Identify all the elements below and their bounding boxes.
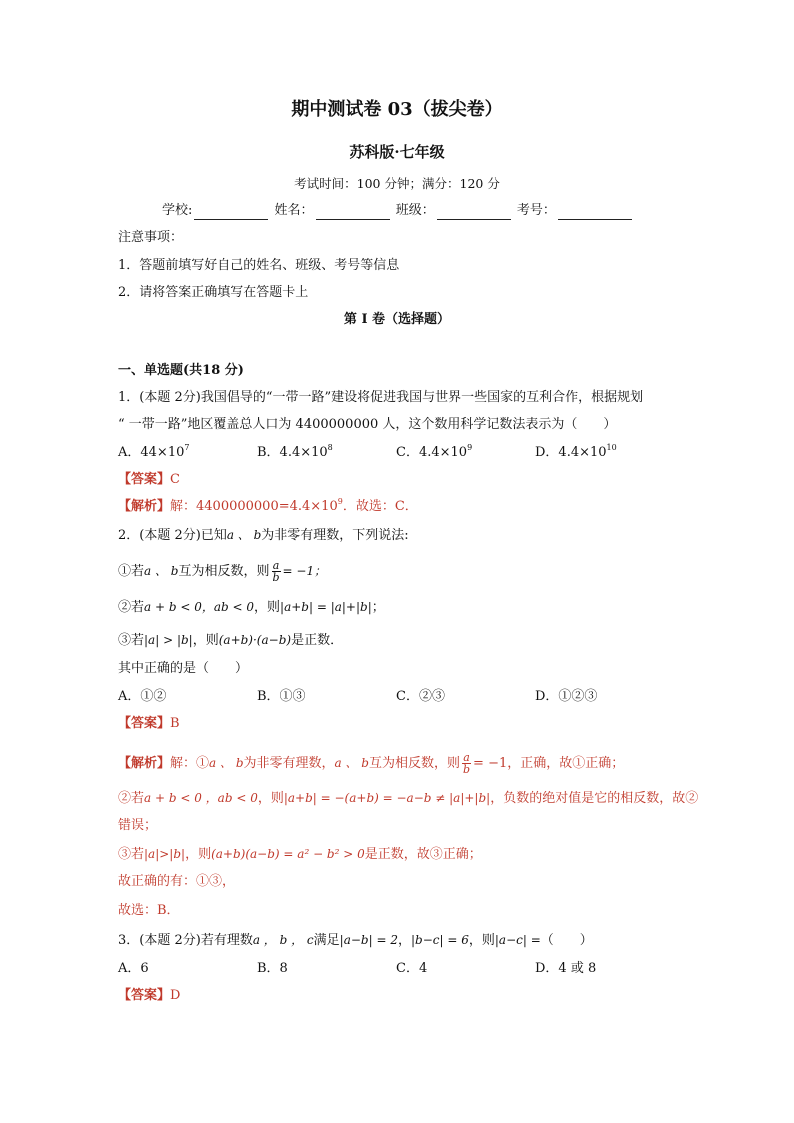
q2-statement-1: ①若a 、 b互为相反数，则 $\frac{a}{b}$ = −1； (118, 559, 327, 584)
q1-option-c[interactable]: C．$4.4\times 10^9$ (396, 443, 473, 460)
note-item: 2．请将答案正确填写在答题卡上 (118, 285, 309, 300)
q3-option-b[interactable]: B．8 (257, 961, 288, 976)
q2-option-c[interactable]: C．②③ (396, 689, 445, 704)
school-label: 学校: (162, 203, 193, 218)
name-label: 姓名： (274, 203, 314, 218)
q3-answer: 【答案】D (118, 988, 181, 1003)
number-field[interactable] (558, 206, 632, 220)
q1-stem-line2: “ 一带一路”地区覆盖总人口为 4400000000 人，这个数用科学记数法表示为（ ） (118, 417, 617, 432)
class-label: 班级： (395, 203, 435, 218)
page-title: 期中测试卷 03（拔尖卷） (291, 99, 503, 120)
section-title: 一、单选题(共18 分) (118, 363, 244, 378)
q2-analysis-3: ③若|a|>|b|，则(a+b)(a−b) = a² − b² > 0是正数，故③正确； (118, 847, 482, 862)
note-item: 1．答题前填写好自己的姓名、班级、考号等信息 (118, 258, 400, 273)
number-label: 考号： (516, 203, 556, 218)
q2-question: 其中正确的是（ ） (118, 661, 249, 676)
notes-heading: 注意事项： (118, 230, 184, 245)
q1-option-a[interactable]: A．$44\times 10^7$ (118, 443, 190, 460)
school-field[interactable] (194, 206, 268, 220)
exam-info: 考试时间：100 分钟；满分：120 分 (294, 176, 500, 191)
q3-stem: 3．(本题 2分)若有理数a ， b ， c满足|a−b| = 2，|b−c| = 6，则|a−c| =（ ） (118, 933, 593, 948)
student-info-fields (162, 202, 634, 220)
q3-option-c[interactable]: C．4 (396, 961, 428, 976)
q1-stem-line1: 1．(本题 2分)我国倡导的“一带一路”建设将促进我国与世界一些国家的互利合作，根据规划 (118, 390, 644, 405)
name-field[interactable] (316, 206, 390, 220)
q2-analysis-2-cont: 错误； (118, 818, 158, 833)
q2-statement-3: ③若|a| > |b|，则(a+b)·(a−b)是正数． (118, 633, 344, 648)
q2-analysis-2: ②若a + b < 0 ，ab < 0，则|a+b| = −(a+b) = −a−b ≠ |a|+|b|，负数的绝对值是它的相反数，故② (118, 791, 699, 806)
q1-option-b[interactable]: B．$4.4\times 10^8$ (257, 443, 333, 460)
q1-answer: 【答案】C (118, 472, 180, 487)
q2-choose: 故选：B． (118, 903, 180, 918)
page-subtitle: 苏科版·七年级 (349, 143, 445, 161)
q2-answer: 【答案】B (118, 716, 180, 731)
q2-option-d[interactable]: D．①②③ (535, 689, 598, 704)
q2-stem: 2．(本题 2分)已知a 、 b为非零有理数，下列说法: (118, 528, 409, 543)
q1-analysis: 【解析】解：$4400000000=4.4\times 10^9$．故选：C． (118, 497, 418, 514)
q2-option-a[interactable]: A．①② (118, 689, 167, 704)
q2-option-b[interactable]: B．①③ (257, 689, 306, 704)
q1-option-d[interactable]: D．$4.4\times 10^{10}$ (535, 443, 617, 460)
q3-option-a[interactable]: A．6 (118, 961, 149, 976)
q3-option-d[interactable]: D．4 或 8 (535, 961, 597, 976)
q2-statement-2: ②若a + b < 0，ab < 0，则|a+b| = |a|+|b|； (118, 600, 385, 615)
q2-conclusion: 故正确的有：①③， (118, 874, 236, 889)
part-title: 第 I 卷（选择题） (343, 312, 451, 327)
class-field[interactable] (437, 206, 511, 220)
q2-analysis-1: 【解析】解：①a 、 b为非零有理数，a 、 b互为相反数，则 $\frac{a}{b}$ = −1，正确，故①正确； (118, 751, 625, 776)
